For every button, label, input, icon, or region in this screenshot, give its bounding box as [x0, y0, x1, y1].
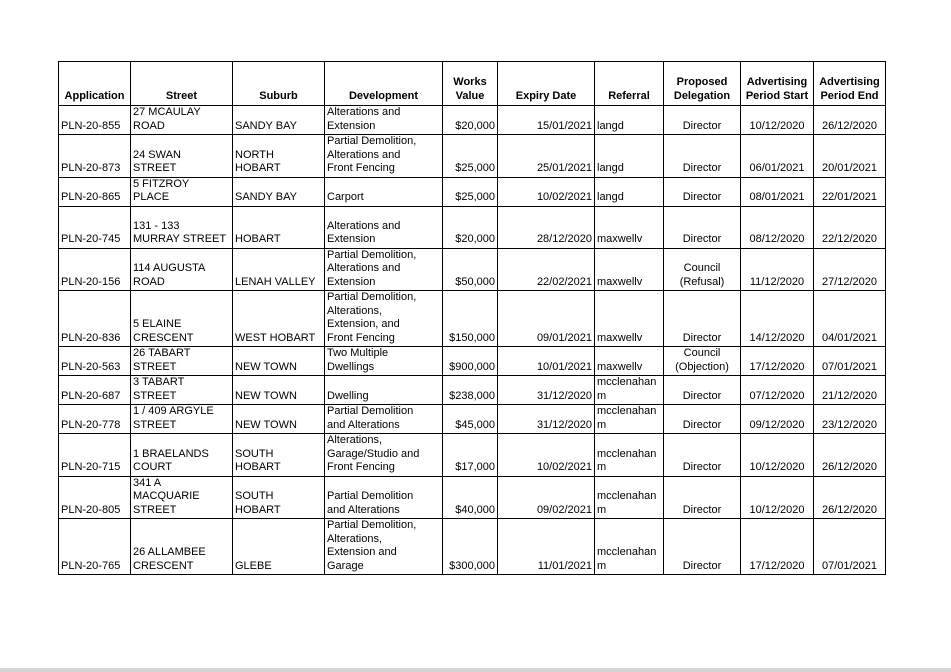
street-cell: [131, 376, 233, 405]
development-cell: [325, 135, 443, 178]
referral-cell: [595, 291, 664, 347]
table-row: [59, 177, 886, 206]
suburb-cell-text: NORTH HOBART: [235, 148, 281, 174]
header-suburb: Suburb: [233, 62, 325, 106]
expiry-date-cell: [498, 347, 595, 376]
advertising-period-start-cell: [741, 291, 814, 347]
works-value-cell: [443, 206, 498, 248]
proposed-delegation-cell: [664, 177, 741, 206]
application-cell-text: PLN-20-745: [61, 233, 121, 245]
expiry-date-cell-text: 25/01/2021: [536, 162, 592, 174]
application-cell-text: PLN-20-156: [61, 275, 121, 288]
works-value-cell-text: $17,000: [455, 461, 495, 473]
proposed-delegation-cell: [664, 405, 741, 434]
proposed-delegation-cell-text: Director: [682, 559, 722, 572]
application-cell-text: PLN-20-778: [61, 418, 121, 431]
street-cell-text: 26 ALLAMBEE CRESCENT: [133, 546, 206, 572]
expiry-date-cell-text: 10/02/2021: [536, 191, 592, 203]
development-cell: [325, 291, 443, 347]
proposed-delegation-cell-text: Council (Objection): [675, 347, 729, 373]
street-cell-text: 27 MCAULAY ROAD: [133, 106, 201, 132]
street-cell: [131, 347, 233, 376]
referral-cell-text: langd: [597, 162, 624, 174]
works-value-cell: [443, 177, 498, 206]
works-value-cell-text: $300,000: [449, 559, 495, 572]
advertising-period-end-cell: [814, 405, 886, 434]
table-row: [59, 248, 886, 291]
referral-cell-text: mcclenahan m: [597, 490, 657, 516]
street-cell: [131, 519, 233, 575]
works-value-cell: [443, 519, 498, 575]
expiry-date-cell: [498, 376, 595, 405]
expiry-date-cell-text: 09/01/2021: [536, 331, 592, 344]
street-cell-text: 114 AUGUSTA ROAD: [133, 262, 206, 288]
application-cell: [59, 519, 131, 575]
street-cell-text: 24 SWAN STREET: [133, 148, 181, 174]
application-cell: [59, 206, 131, 248]
development-cell: [325, 476, 443, 519]
street-cell-text: 26 TABART STREET: [133, 347, 191, 373]
header-works-value: Works Value: [443, 62, 498, 106]
proposed-delegation-cell: [664, 206, 741, 248]
suburb-cell-text: SOUTH HOBART: [235, 490, 281, 516]
advertising-period-start-cell-text: 08/01/2021: [749, 191, 805, 203]
planning-applications-table: [58, 61, 886, 575]
suburb-cell: [233, 519, 325, 575]
works-value-cell: [443, 106, 498, 135]
suburb-cell: [233, 405, 325, 434]
expiry-date-cell-text: 28/12/2020: [536, 233, 592, 245]
development-cell-text: Partial Demolition and Alterations: [327, 405, 414, 431]
referral-cell-text: mcclenahan m: [597, 447, 657, 473]
referral-cell: [595, 347, 664, 376]
street-cell: [131, 434, 233, 477]
header-proposed-delegation: Proposed Delegation: [664, 62, 741, 106]
application-cell-text: PLN-20-855: [61, 119, 121, 132]
street-cell-text: 1 / 409 ARGYLE STREET: [133, 405, 214, 431]
advertising-period-start-cell: [741, 206, 814, 248]
works-value-cell-text: $20,000: [455, 119, 495, 132]
works-value-cell-text: $25,000: [455, 191, 495, 203]
street-cell-text: 1 BRAELANDS COURT: [133, 447, 209, 473]
advertising-period-end-cell: [814, 177, 886, 206]
development-cell-text: Partial Demolition, Alterations, Extension and Garage: [327, 519, 417, 572]
advertising-period-start-cell: [741, 405, 814, 434]
table-row: [59, 291, 886, 347]
development-cell-text: Partial Demolition and Alterations: [327, 490, 414, 516]
expiry-date-cell-text: 22/02/2021: [536, 275, 592, 288]
referral-cell: [595, 106, 664, 135]
advertising-period-start-cell-text: 17/12/2020: [749, 360, 805, 373]
development-cell: [325, 376, 443, 405]
expiry-date-cell: [498, 135, 595, 178]
suburb-cell: [233, 106, 325, 135]
page-bottom-edge: [0, 668, 951, 672]
proposed-delegation-cell: [664, 135, 741, 178]
application-cell-text: PLN-20-805: [61, 503, 121, 516]
development-cell-text: Dwelling: [327, 389, 369, 402]
table-row: [59, 519, 886, 575]
table-row: [59, 434, 886, 477]
street-cell-text: 3 TABART STREET: [133, 376, 185, 402]
street-cell: [131, 106, 233, 135]
works-value-cell-text: $20,000: [455, 233, 495, 245]
advertising-period-end-cell: [814, 291, 886, 347]
header-street: Street: [131, 62, 233, 106]
proposed-delegation-cell-text: Director: [682, 331, 722, 344]
header-advertising-period-start: Advertising Period Start: [741, 62, 814, 106]
referral-cell-text: mcclenahan m: [597, 405, 657, 431]
suburb-cell: [233, 376, 325, 405]
header-application: Application: [59, 62, 131, 106]
application-cell-text: PLN-20-687: [61, 389, 121, 402]
application-cell-text: PLN-20-765: [61, 559, 121, 572]
advertising-period-end-cell: [814, 135, 886, 178]
application-cell: [59, 347, 131, 376]
referral-cell-text: maxwellv: [597, 275, 643, 288]
advertising-period-end-cell-text: 23/12/2020: [821, 418, 878, 431]
proposed-delegation-cell: [664, 347, 741, 376]
suburb-cell: [233, 135, 325, 178]
advertising-period-start-cell: [741, 347, 814, 376]
table-row: [59, 405, 886, 434]
expiry-date-cell: [498, 106, 595, 135]
expiry-date-cell-text: 10/02/2021: [536, 461, 592, 473]
proposed-delegation-cell-text: Director: [682, 418, 722, 431]
table-row: [59, 347, 886, 376]
advertising-period-end-cell: [814, 376, 886, 405]
proposed-delegation-cell-text: Director: [682, 461, 722, 473]
proposed-delegation-cell: [664, 248, 741, 291]
suburb-cell: [233, 291, 325, 347]
referral-cell: [595, 476, 664, 519]
proposed-delegation-cell-text: Director: [682, 162, 722, 174]
application-cell-text: PLN-20-715: [61, 461, 121, 473]
table-row: [59, 476, 886, 519]
street-cell: [131, 206, 233, 248]
referral-cell-text: maxwellv: [597, 360, 643, 373]
development-cell: [325, 434, 443, 477]
advertising-period-start-cell-text: 10/12/2020: [749, 119, 805, 132]
advertising-period-end-cell-text: 04/01/2021: [821, 331, 878, 344]
advertising-period-start-cell-text: 09/12/2020: [749, 418, 805, 431]
expiry-date-cell: [498, 177, 595, 206]
expiry-date-cell-text: 10/01/2021: [536, 360, 592, 373]
expiry-date-cell: [498, 291, 595, 347]
suburb-cell-text: SANDY BAY: [235, 191, 297, 203]
proposed-delegation-cell: [664, 476, 741, 519]
header-advertising-period-end: Advertising Period End: [814, 62, 886, 106]
header-referral: Referral: [595, 62, 664, 106]
advertising-period-start-cell: [741, 519, 814, 575]
referral-cell: [595, 135, 664, 178]
development-cell-text: Alterations and Extension: [327, 106, 401, 132]
application-cell-text: PLN-20-836: [61, 331, 121, 344]
application-cell: [59, 476, 131, 519]
advertising-period-end-cell-text: 21/12/2020: [821, 389, 878, 402]
advertising-period-start-cell-text: 10/12/2020: [749, 461, 805, 473]
advertising-period-start-cell-text: 08/12/2020: [749, 233, 805, 245]
development-cell-text: Alterations and Extension: [327, 219, 401, 245]
advertising-period-end-cell-text: 22/12/2020: [821, 233, 878, 245]
development-cell-text: Carport: [327, 191, 364, 203]
proposed-delegation-cell: [664, 519, 741, 575]
works-value-cell: [443, 476, 498, 519]
referral-cell-text: langd: [597, 191, 624, 203]
expiry-date-cell: [498, 476, 595, 519]
advertising-period-end-cell-text: 20/01/2021: [821, 162, 878, 174]
application-cell: [59, 177, 131, 206]
works-value-cell: [443, 376, 498, 405]
proposed-delegation-cell-text: Director: [682, 503, 722, 516]
development-cell-text: Alterations, Garage/Studio and Front Fencing: [327, 434, 420, 473]
street-cell-text: 5 FITZROY PLACE: [133, 177, 190, 203]
referral-cell: [595, 177, 664, 206]
expiry-date-cell: [498, 248, 595, 291]
development-cell: [325, 347, 443, 376]
advertising-period-start-cell: [741, 476, 814, 519]
advertising-period-end-cell-text: 07/01/2021: [821, 559, 878, 572]
street-cell: [131, 476, 233, 519]
street-cell: [131, 291, 233, 347]
works-value-cell-text: $900,000: [449, 360, 495, 373]
table-row: [59, 376, 886, 405]
application-cell: [59, 106, 131, 135]
table-row: [59, 106, 886, 135]
works-value-cell-text: $45,000: [455, 418, 495, 431]
table-row: [59, 206, 886, 248]
development-cell: [325, 177, 443, 206]
advertising-period-start-cell: [741, 106, 814, 135]
referral-cell: [595, 519, 664, 575]
development-cell: [325, 519, 443, 575]
street-cell-text: 341 A MACQUARIE STREET: [133, 476, 200, 516]
application-cell-text: PLN-20-563: [61, 360, 121, 373]
suburb-cell-text: NEW TOWN: [235, 389, 297, 402]
suburb-cell-text: SOUTH HOBART: [235, 447, 281, 473]
proposed-delegation-cell: [664, 291, 741, 347]
proposed-delegation-cell-text: Director: [682, 233, 722, 245]
referral-cell: [595, 248, 664, 291]
advertising-period-start-cell-text: 06/01/2021: [749, 162, 805, 174]
advertising-period-end-cell: [814, 476, 886, 519]
street-cell-text: 131 - 133 MURRAY STREET: [133, 219, 227, 245]
proposed-delegation-cell: [664, 434, 741, 477]
referral-cell: [595, 206, 664, 248]
advertising-period-end-cell: [814, 248, 886, 291]
works-value-cell: [443, 347, 498, 376]
header-development: Development: [325, 62, 443, 106]
works-value-cell: [443, 248, 498, 291]
development-cell: [325, 405, 443, 434]
expiry-date-cell-text: 11/01/2021: [537, 559, 592, 572]
advertising-period-start-cell: [741, 434, 814, 477]
advertising-period-start-cell-text: 07/12/2020: [749, 389, 805, 402]
works-value-cell: [443, 291, 498, 347]
referral-cell-text: mcclenahan m: [597, 546, 657, 572]
application-cell-text: PLN-20-873: [61, 162, 121, 174]
suburb-cell-text: HOBART: [235, 233, 281, 245]
advertising-period-end-cell-text: 26/12/2020: [821, 461, 878, 473]
advertising-period-end-cell: [814, 206, 886, 248]
advertising-period-start-cell-text: 11/12/2020: [749, 275, 805, 288]
expiry-date-cell-text: 09/02/2021: [536, 503, 592, 516]
advertising-period-end-cell: [814, 106, 886, 135]
development-cell-text: Partial Demolition, Alterations, Extension, and Front Fencing: [327, 291, 417, 344]
suburb-cell: [233, 434, 325, 477]
advertising-period-start-cell-text: 17/12/2020: [749, 559, 805, 572]
table-header-row: [59, 62, 886, 106]
works-value-cell-text: $50,000: [455, 275, 495, 288]
advertising-period-end-cell: [814, 519, 886, 575]
referral-cell-text: maxwellv: [597, 233, 643, 245]
street-cell: [131, 177, 233, 206]
development-cell: [325, 206, 443, 248]
expiry-date-cell: [498, 405, 595, 434]
proposed-delegation-cell: [664, 106, 741, 135]
development-cell-text: Two Multiple Dwellings: [327, 347, 389, 373]
application-cell: [59, 434, 131, 477]
suburb-cell: [233, 248, 325, 291]
expiry-date-cell-text: 15/01/2021: [536, 119, 592, 132]
advertising-period-start-cell: [741, 135, 814, 178]
application-cell: [59, 405, 131, 434]
table-row: [59, 135, 886, 178]
advertising-period-end-cell-text: 26/12/2020: [821, 503, 878, 516]
suburb-cell-text: NEW TOWN: [235, 418, 297, 431]
referral-cell: [595, 405, 664, 434]
referral-cell: [595, 376, 664, 405]
advertising-period-end-cell-text: 07/01/2021: [821, 360, 878, 373]
expiry-date-cell: [498, 434, 595, 477]
advertising-period-start-cell-text: 10/12/2020: [749, 503, 805, 516]
referral-cell-text: langd: [597, 119, 624, 132]
advertising-period-end-cell-text: 27/12/2020: [821, 275, 878, 288]
proposed-delegation-cell-text: Director: [682, 119, 722, 132]
development-cell: [325, 248, 443, 291]
table-body: [59, 106, 886, 575]
development-cell-text: Partial Demolition, Alterations and Front Fencing: [327, 135, 417, 174]
works-value-cell-text: $238,000: [449, 389, 495, 402]
advertising-period-end-cell: [814, 434, 886, 477]
suburb-cell-text: GLEBE: [235, 559, 272, 572]
suburb-cell: [233, 177, 325, 206]
referral-cell-text: mcclenahan m: [597, 376, 657, 402]
application-cell: [59, 376, 131, 405]
advertising-period-start-cell: [741, 248, 814, 291]
works-value-cell-text: $150,000: [449, 331, 495, 344]
works-value-cell-text: $25,000: [455, 162, 495, 174]
expiry-date-cell-text: 31/12/2020: [536, 418, 592, 431]
proposed-delegation-cell-text: Council (Refusal): [679, 262, 725, 288]
application-cell-text: PLN-20-865: [61, 191, 121, 203]
referral-cell-text: maxwellv: [597, 331, 643, 344]
suburb-cell-text: LENAH VALLEY: [235, 275, 316, 288]
works-value-cell: [443, 434, 498, 477]
proposed-delegation-cell: [664, 376, 741, 405]
proposed-delegation-cell-text: Director: [682, 389, 722, 402]
advertising-period-end-cell-text: 22/01/2021: [821, 191, 878, 203]
application-cell: [59, 248, 131, 291]
referral-cell: [595, 434, 664, 477]
suburb-cell: [233, 476, 325, 519]
application-cell: [59, 291, 131, 347]
advertising-period-start-cell: [741, 177, 814, 206]
development-cell: [325, 106, 443, 135]
street-cell: [131, 135, 233, 178]
suburb-cell: [233, 206, 325, 248]
expiry-date-cell: [498, 206, 595, 248]
suburb-cell-text: NEW TOWN: [235, 360, 297, 373]
works-value-cell: [443, 135, 498, 178]
advertising-period-end-cell: [814, 347, 886, 376]
expiry-date-cell: [498, 519, 595, 575]
header-expiry-date: Expiry Date: [498, 62, 595, 106]
street-cell-text: 5 ELAINE CRESCENT: [133, 318, 194, 344]
proposed-delegation-cell-text: Director: [682, 191, 722, 203]
expiry-date-cell-text: 31/12/2020: [536, 389, 592, 402]
works-value-cell: [443, 405, 498, 434]
advertising-period-end-cell-text: 26/12/2020: [821, 119, 878, 132]
suburb-cell-text: SANDY BAY: [235, 119, 297, 132]
suburb-cell-text: WEST HOBART: [235, 331, 316, 344]
street-cell: [131, 405, 233, 434]
advertising-period-start-cell: [741, 376, 814, 405]
suburb-cell: [233, 347, 325, 376]
development-cell-text: Partial Demolition, Alterations and Extension: [327, 248, 417, 288]
advertising-period-start-cell-text: 14/12/2020: [749, 331, 805, 344]
works-value-cell-text: $40,000: [455, 503, 495, 516]
street-cell: [131, 248, 233, 291]
application-cell: [59, 135, 131, 178]
